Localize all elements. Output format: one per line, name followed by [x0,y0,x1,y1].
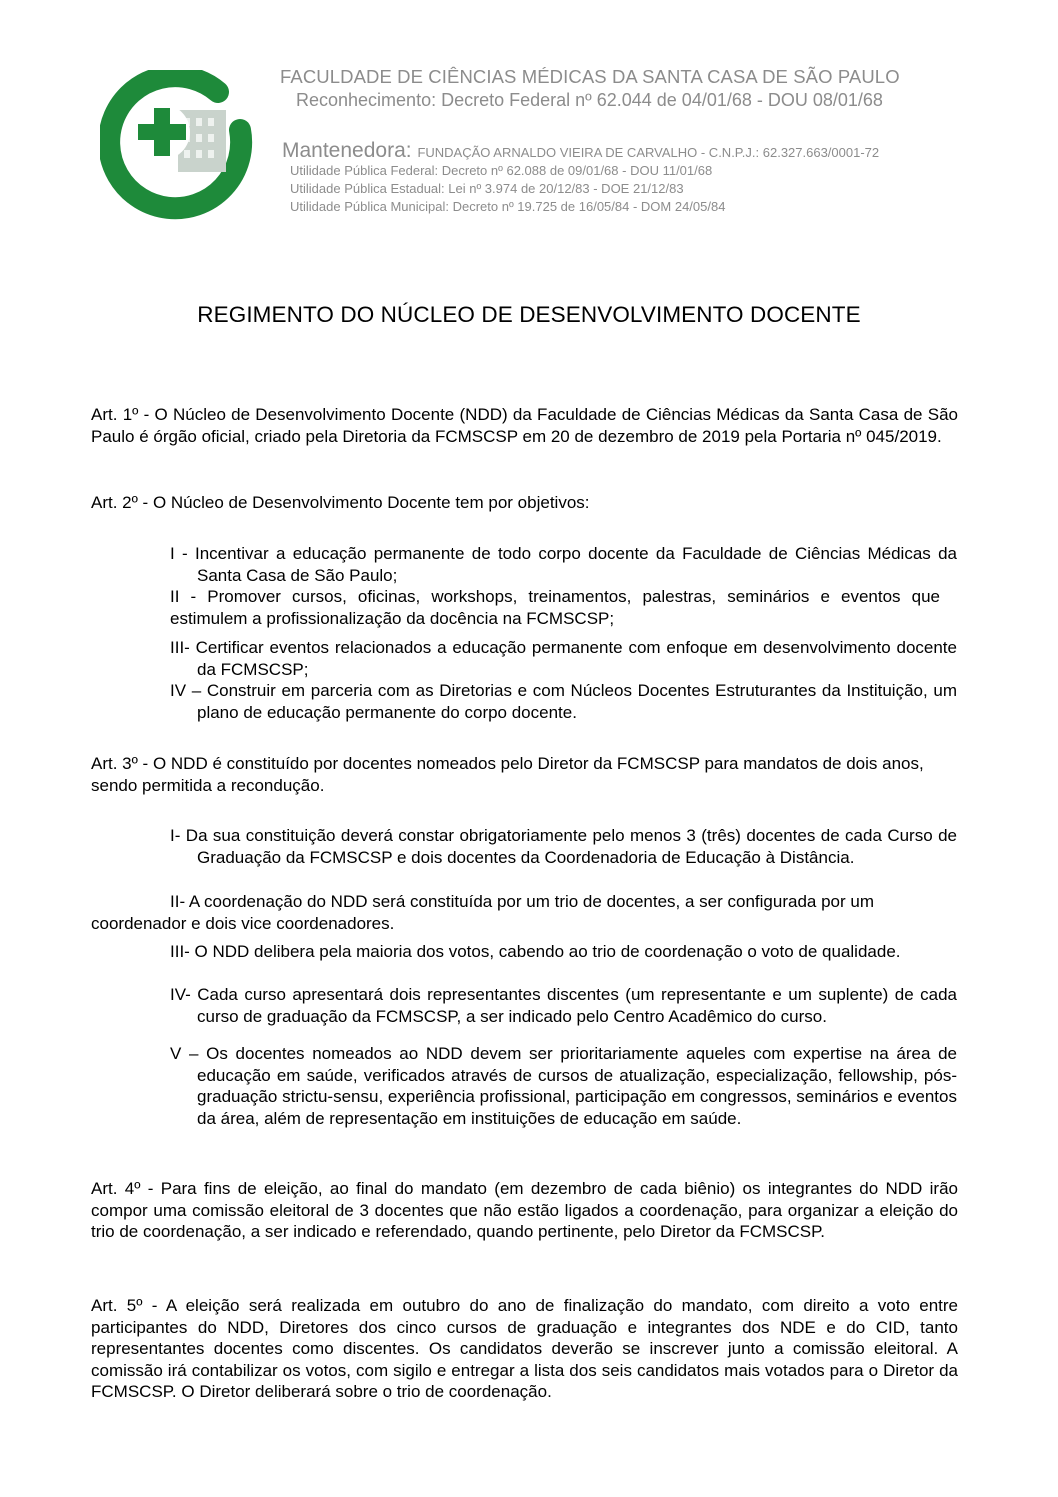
utility-state: Utilidade Pública Estadual: Lei nº 3.974 de 20/12/83 - DOE 21/12/83 [290,181,684,196]
santa-casa-cross-logo-icon [100,70,255,225]
article-4: Art. 4º - Para fins de eleição, ao final do mandato (em dezembro de cada biênio) os integrantes do NDD irão compor uma comissão eleitoral de 3 docentes que não estão ligados a coordenação, para organizar a eleição do trio de coordenação, a ser indicado e referendado, quando pertinente, pelo Diretor da FCMSCSP. [91,1179,958,1241]
article-2: Art. 2º - O Núcleo de Desenvolvimento Docente tem por objetivos: [91,493,590,512]
art3-item-3: III- O NDD delibera pela maioria dos votos, cabendo ao trio de coordenação o voto de qualidade. [170,942,901,961]
art2-item-4: IV – Construir em parceria com as Diretorias e com Núcleos Docentes Estruturantes da Instituição, um plano de educação permanente do corpo docente. [170,681,957,722]
art3-item-5: V – Os docentes nomeados ao NDD devem ser prioritariamente aqueles com expertise na área de educação em saúde, verificados através de cursos de atualização, especialização, fellowship, pós-graduação strictu-sensu, experiência profissional, participação em congressos, seminários e eventos da área, além de representação em instituições de educação em saúde. [170,1044,957,1128]
utility-federal: Utilidade Pública Federal: Decreto nº 62.088 de 09/01/68 - DOU 11/01/68 [290,163,713,178]
art2-item-1: I - Incentivar a educação permanente de todo corpo docente da Faculdade de Ciências Médicas da Santa Casa de São Paulo; [170,544,957,585]
art3-item-2: II- A coordenação do NDD será constituída por um trio de docentes, a ser configurada por um coordenador e dois vice coordenadores. [91,892,874,933]
art2-item-3: III- Certificar eventos relacionados a educação permanente com enfoque em desenvolvimento docente da FCMSCSP; [170,638,957,679]
maintainer-value: FUNDAÇÃO ARNALDO VIEIRA DE CARVALHO - C.N.P.J.: 62.327.663/0001-72 [417,145,880,160]
recognition-line: Reconhecimento: Decreto Federal nº 62.044 de 04/01/68 - DOU 08/01/68 [296,90,883,110]
article-5: Art. 5º - A eleição será realizada em outubro do ano de finalização do mandato, com direito a voto entre participantes do NDD, Diretores dos cinco cursos de graduação e integrantes dos NDE e do CID, tanto representantes docentes como discentes. Os candidatos deverão se inscrever junto a comissão eleitoral. A comissão irá contabilizar os votos, com sigilo e entregar a lista dos seis candidatos mais votados para o Diretor da FCMSCSP. O Diretor deliberará sobre o trio de coordenação. [91,1296,958,1401]
document-title: REGIMENTO DO NÚCLEO DE DESENVOLVIMENTO DOCENTE [197,302,861,327]
article-1: Art. 1º - O Núcleo de Desenvolvimento Docente (NDD) da Faculdade de Ciências Médicas da Santa Casa de São Paulo é órgão oficial, criado pela Diretoria da FCMSCSP em 20 de dezembro de 2019 pela Portaria nº 045/2019. [91,405,958,446]
institution-name: FACULDADE DE CIÊNCIAS MÉDICAS DA SANTA CASA DE SÃO PAULO [280,66,900,87]
maintainer-line [282,139,879,163]
maintainer-label: Mantenedora: [282,139,412,162]
art2-item-2: II - Promover cursos, oficinas, workshops, treinamentos, palestras, seminários e eventos que estimulem a profissionalização da docência na FCMSCSP; [170,587,940,628]
art3-item-1: I- Da sua constituição deverá constar obrigatoriamente pelo menos 3 (três) docentes de cada Curso de Graduação da FCMSCSP e dois docentes da Coordenadoria de Educação à Distância. [170,826,957,867]
article-3: Art. 3º - O NDD é constituído por docentes nomeados pelo Diretor da FCMSCSP para mandatos de dois anos, sendo permitida a recondução. [91,754,924,795]
art3-item-4: IV- Cada curso apresentará dois representantes discentes (um representante e um suplente) de cada curso de graduação da FCMSCSP, a ser indicado pelo Centro Acadêmico do curso. [170,985,957,1026]
utility-municipal: Utilidade Pública Municipal: Decreto nº 19.725 de 16/05/84 - DOM 24/05/84 [290,199,726,214]
